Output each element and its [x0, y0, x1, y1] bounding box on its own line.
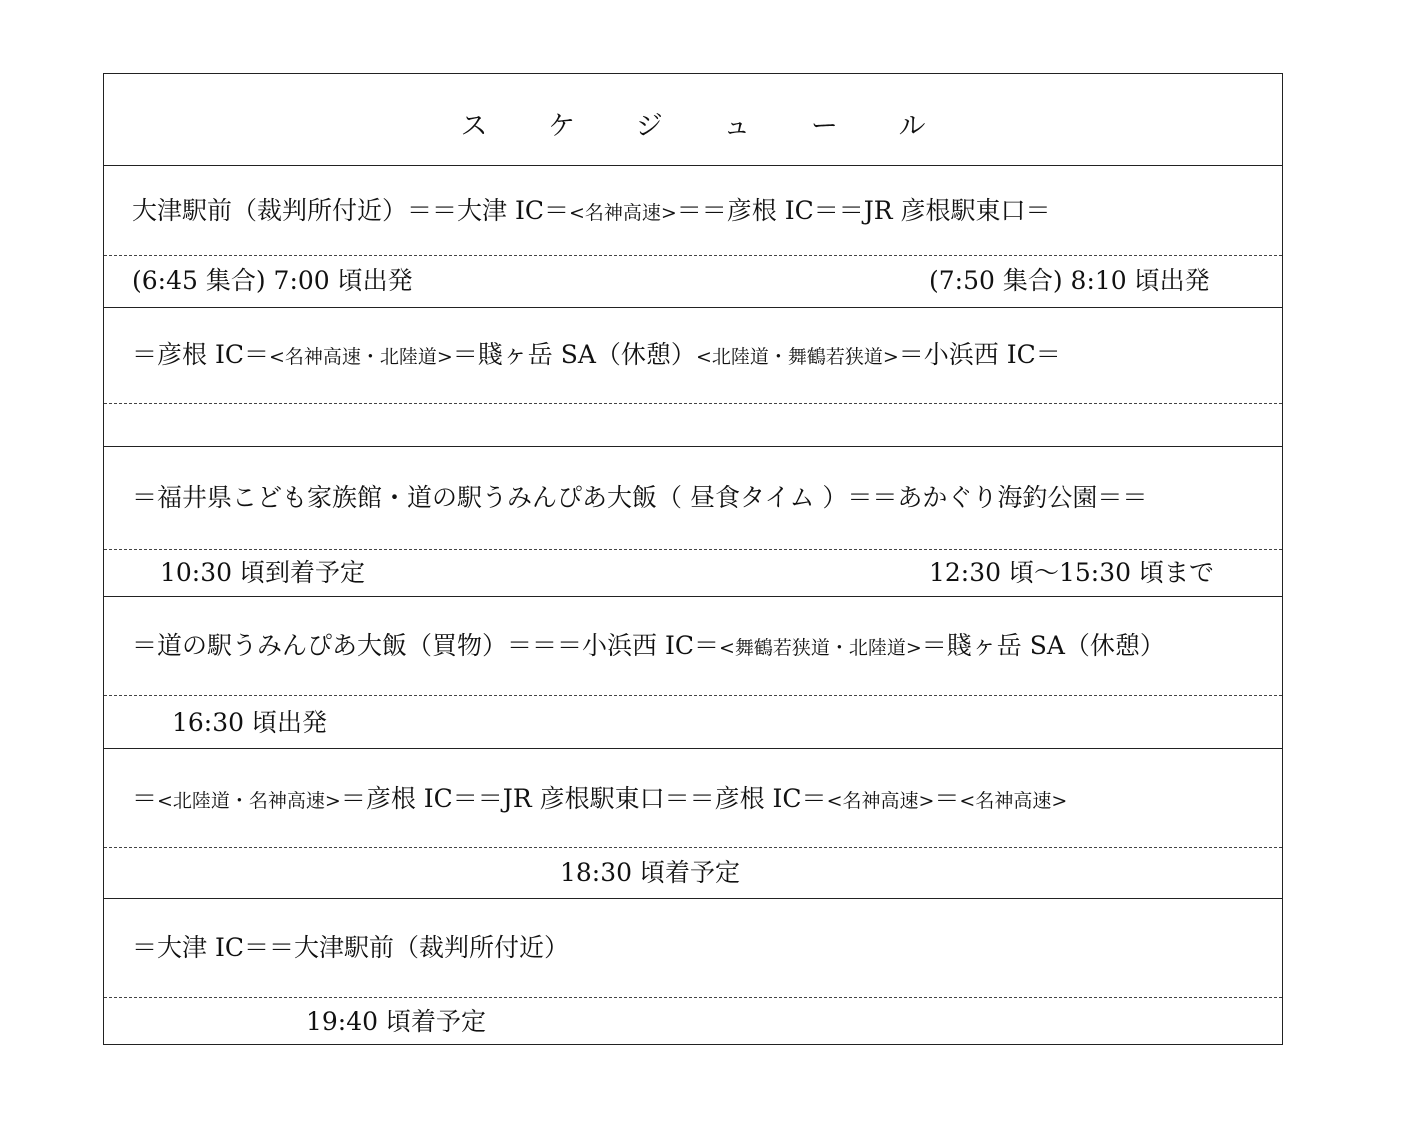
- route-line-2: ＝彦根 IC＝<名神高速・北陸道>＝賤ヶ岳 SA（休憩）<北陸道・舞鶴若狭道>＝小浜西 IC＝: [132, 340, 1061, 369]
- schedule-table: [103, 73, 1283, 1045]
- divider: [104, 898, 1282, 899]
- dashed-divider: [104, 255, 1282, 256]
- time-arrival-hikone: 18:30 頃着予定: [560, 858, 740, 887]
- dashed-divider: [104, 997, 1282, 998]
- divider: [104, 165, 1282, 166]
- dashed-divider: [104, 695, 1282, 696]
- divider: [104, 748, 1282, 749]
- time-departure-hikone: (7:50 集合) 8:10 頃出発: [929, 266, 1210, 295]
- route-line-6: ＝大津 IC＝＝大津駅前（裁判所付近）: [132, 933, 569, 962]
- divider: [104, 307, 1282, 308]
- time-arrival-museum: 10:30 頃到着予定: [160, 558, 365, 587]
- divider: [104, 596, 1282, 597]
- schedule-title: ス ケ ジ ュ ー ル: [460, 111, 952, 142]
- route-line-4: ＝道の駅うみんぴあ大飯（買物）＝＝＝小浜西 IC＝<舞鶴若狭道・北陸道>＝賤ヶ岳 SA（休憩）: [132, 631, 1165, 660]
- dashed-divider: [104, 549, 1282, 550]
- route-line-5: ＝<北陸道・名神高速>＝彦根 IC＝＝JR 彦根駅東口＝＝彦根 IC＝<名神高速>＝<名神高速>: [132, 784, 1068, 813]
- dashed-divider: [104, 403, 1282, 404]
- time-departure-station: 16:30 頃出発: [172, 708, 327, 737]
- divider: [104, 446, 1282, 447]
- dashed-divider: [104, 847, 1282, 848]
- time-arrival-otsu: 19:40 頃着予定: [306, 1007, 486, 1036]
- route-line-3: ＝福井県こども家族館・道の駅うみんぴあ大飯（ 昼食タイム ）＝＝あかぐり海釣公園＝＝: [132, 483, 1148, 512]
- route-line-1: 大津駅前（裁判所付近）＝＝大津 IC＝<名神高速>＝＝彦根 IC＝＝JR 彦根駅東口＝: [132, 196, 1051, 225]
- time-departure-otsu: (6:45 集合) 7:00 頃出発: [132, 266, 413, 295]
- time-fishing-park: 12:30 頃～15:30 頃まで: [929, 558, 1214, 587]
